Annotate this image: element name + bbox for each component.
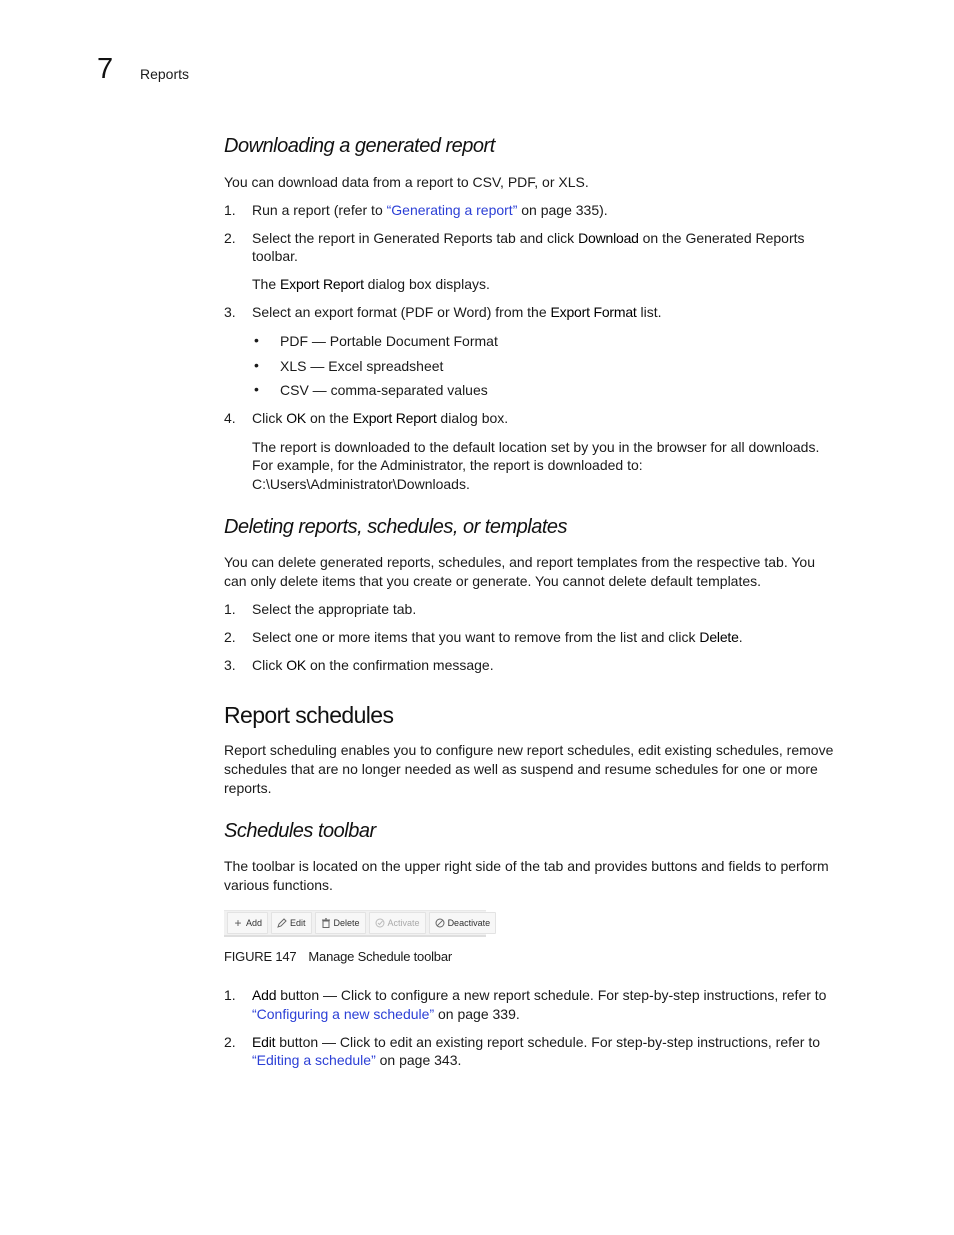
delete-step3-text: Click <box>252 657 287 673</box>
schedules-intro-line2: schedules that are no longer needed as well as suspend and resume schedules for one or more <box>224 761 818 777</box>
deactivate-button-label: Deactivate <box>447 918 491 928</box>
bullet-icon: • <box>254 332 259 348</box>
download-step4-number: 4. <box>224 410 236 426</box>
section-heading-report-schedules: Report schedules <box>224 702 394 728</box>
section-heading-schedules-toolbar: Schedules toolbar <box>224 820 376 842</box>
toolbar-item2-link-post: on page 343. <box>375 1052 462 1068</box>
add-button[interactable] <box>227 912 268 934</box>
link-configuring-a-new-schedule[interactable]: “Configuring a new schedule” <box>252 1006 435 1022</box>
figure-title: Manage Schedule toolbar <box>308 949 452 964</box>
chapter-number: 7 <box>97 53 114 85</box>
schedules-intro-line1: Report scheduling enables you to configure new report schedules, edit existing schedules, remove <box>224 742 834 758</box>
add-button-label: Add <box>246 918 263 928</box>
edit-button-label: Edit <box>290 918 306 928</box>
link-generating-a-report[interactable]: “Generating a report” <box>386 202 518 218</box>
toolbar-item1-link-post: on page 339. <box>434 1006 520 1022</box>
download-step4-bold-dialog: Export Report <box>352 410 437 426</box>
manage-schedule-toolbar-figure <box>224 910 491 937</box>
schedules-intro-line3: reports. <box>224 780 272 796</box>
toolbar-intro-line2: various functions. <box>224 877 333 893</box>
download-step1 <box>252 201 869 220</box>
delete-intro-line2: can only delete items that you create or generate. You cannot delete default templates. <box>224 573 762 589</box>
download-step2-number: 2. <box>224 230 236 246</box>
toolbar-item2-line2 <box>252 1051 869 1070</box>
toolbar-item2-bold: Edit <box>252 1034 276 1050</box>
section-heading-download: Downloading a generated report <box>224 135 495 157</box>
download-step1-text-post: on page 335). <box>517 202 608 218</box>
delete-step2-bold: Delete <box>699 629 739 645</box>
delete-step3-bold: OK <box>286 657 307 673</box>
link-editing-a-schedule[interactable]: “Editing a schedule” <box>252 1052 376 1068</box>
download-step2-note <box>252 275 869 294</box>
download-step2-bold: Download <box>578 230 639 246</box>
download-step1-text: Run a report (refer to <box>252 202 387 218</box>
delete-button[interactable] <box>315 912 366 934</box>
download-step4-note-line1: The report is downloaded to the default location set by you in the browser for all downloads. <box>252 439 820 455</box>
figure-caption <box>224 948 452 965</box>
download-step2 <box>252 229 869 248</box>
bullet-item-csv: CSV — comma-separated values <box>280 382 488 398</box>
download-step3 <box>252 303 869 322</box>
delete-step2-number: 2. <box>224 629 236 645</box>
download-step3-text: Select an export format (PDF or Word) from the <box>252 304 551 320</box>
download-step2-text-post: on the Generated Reports <box>638 230 805 246</box>
download-step4-note-line3: C:\Users\Administrator\Downloads. <box>252 476 470 492</box>
delete-step3-text-post: on the confirmation message. <box>306 657 494 673</box>
download-step2-line2: toolbar. <box>252 248 298 264</box>
no-entry-icon <box>435 918 445 928</box>
download-step2-note-pre: The <box>252 276 281 292</box>
download-intro: You can download data from a report to CSV, PDF, or XLS. <box>224 174 589 190</box>
toolbar-item1-bold: Add <box>252 987 277 1003</box>
trash-icon <box>321 918 331 928</box>
delete-step3-number: 3. <box>224 657 236 673</box>
toolbar-item2-text: button — Click to edit an existing report schedule. For step-by-step instructions, refer to <box>275 1034 821 1050</box>
delete-step2-text: Select one or more items that you want to remove from the list and click <box>252 629 700 645</box>
edit-button[interactable] <box>271 912 312 934</box>
download-step4-text-mid: on the <box>306 410 353 426</box>
deactivate-button[interactable] <box>429 912 497 934</box>
download-step3-text-post: list. <box>636 304 662 320</box>
download-step4 <box>252 409 869 428</box>
download-step4-note-line2: For example, for the Administrator, the report is downloaded to: <box>252 457 643 473</box>
delete-step2-text-post: . <box>738 629 743 645</box>
download-step2-note-bold: Export Report <box>280 276 364 292</box>
bullet-item-xls: XLS — Excel spreadsheet <box>280 358 444 374</box>
download-step4-text-post: dialog box. <box>436 410 509 426</box>
download-step4-text: Click <box>252 410 287 426</box>
bullet-icon: • <box>254 381 259 397</box>
download-step3-number: 3. <box>224 304 236 320</box>
delete-intro-line1: You can delete generated reports, schedules, and report templates from the respective tab. You <box>224 554 815 570</box>
activate-button-label: Activate <box>387 918 420 928</box>
bullet-item-pdf: PDF — Portable Document Format <box>280 333 498 349</box>
activate-button[interactable] <box>369 912 426 934</box>
toolbar-item2-number: 2. <box>224 1034 236 1050</box>
delete-step2 <box>252 628 869 647</box>
download-step2-text: Select the report in Generated Reports tab and click <box>252 230 579 246</box>
plus-icon: + <box>234 916 242 930</box>
download-step3-bold: Export Format <box>550 304 637 320</box>
bullet-icon: • <box>254 357 259 373</box>
toolbar-item1-line2 <box>252 1005 869 1024</box>
toolbar-item1 <box>252 986 869 1005</box>
download-step4-bold-ok: OK <box>286 410 307 426</box>
toolbar-item1-number: 1. <box>224 987 236 1003</box>
section-heading-delete: Deleting reports, schedules, or templates <box>224 516 568 538</box>
toolbar-intro-line1: The toolbar is located on the upper right side of the tab and provides buttons and fields to perform <box>224 858 829 874</box>
toolbar-item2 <box>252 1033 869 1052</box>
pencil-icon <box>277 918 287 928</box>
figure-label: FIGURE 147 <box>224 949 297 964</box>
delete-step1-number: 1. <box>224 601 236 617</box>
delete-step1: Select the appropriate tab. <box>252 601 417 617</box>
check-circle-icon <box>375 918 385 928</box>
delete-button-label: Delete <box>333 918 360 928</box>
download-step2-note-post: dialog box displays. <box>363 276 490 292</box>
chapter-title: Reports <box>140 66 190 82</box>
download-step1-number: 1. <box>224 202 236 218</box>
toolbar-item1-text: button — Click to configure a new report schedule. For step-by-step instructions, refer to <box>276 987 827 1003</box>
delete-step3 <box>252 656 869 675</box>
